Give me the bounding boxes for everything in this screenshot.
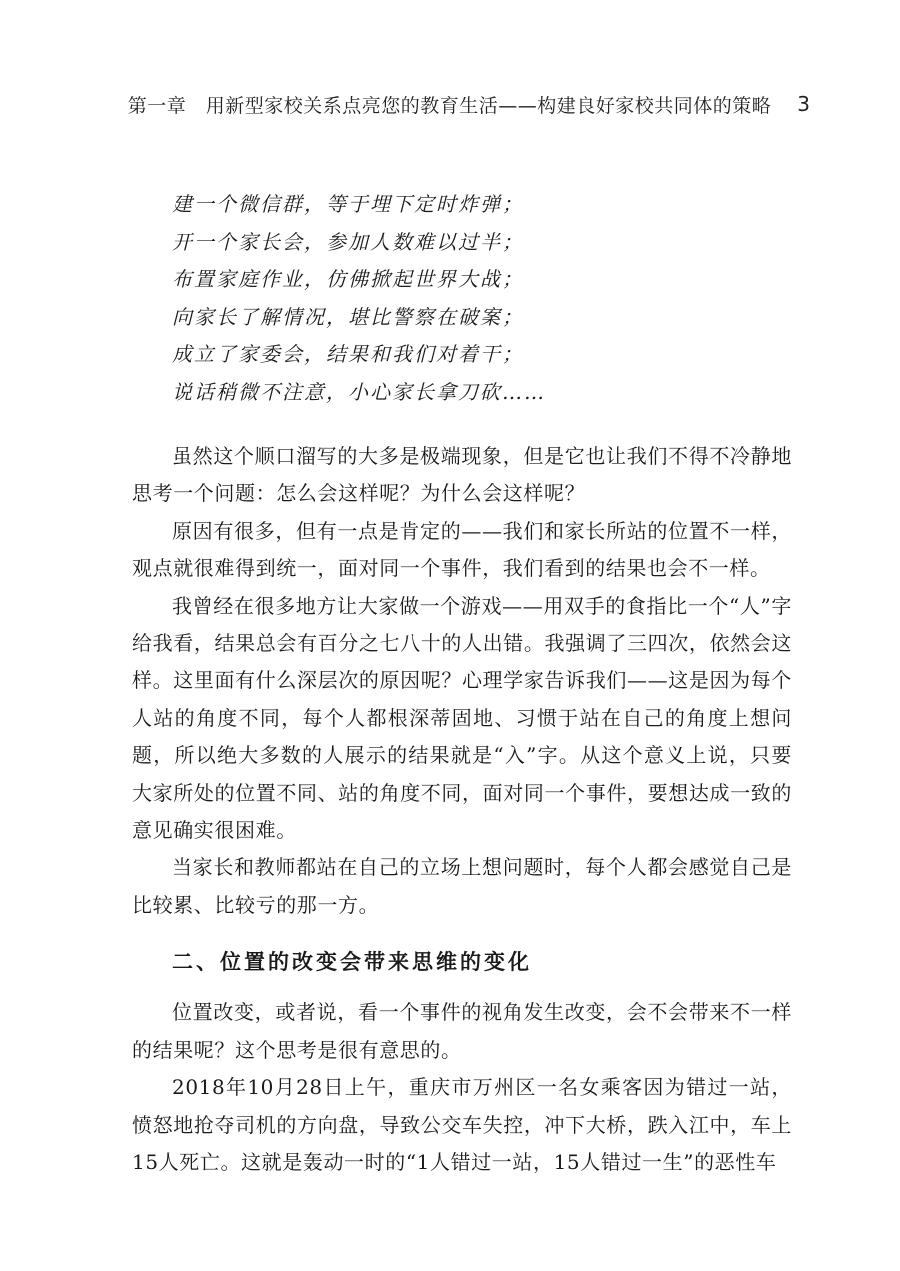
page-number: 3 bbox=[797, 92, 810, 116]
paragraph: 位置改变，或者说，看一个事件的视角发生改变，会不会带来不一样的结果呢？这个思考是很有意思的。 bbox=[132, 1000, 792, 1062]
verse-line: 开一个家长会，参加人数难以过半； bbox=[172, 229, 524, 254]
running-header bbox=[127, 88, 810, 120]
paragraph: 原因有很多，但有一点是肯定的——我们和家长所站的位置不一样，观点就很难得到统一，面对同一个事件，我们看到的结果也会不一样。 bbox=[132, 518, 792, 581]
doggerel-verse bbox=[172, 186, 792, 411]
verse-line: 向家长了解情况，堪比警察在破案； bbox=[172, 304, 524, 329]
paragraph: 虽然这个顺口溜写的大多是极端现象，但是它也让我们不得不冷静地思考一个问题：怎么会这样呢？为什么会这样呢？ bbox=[132, 444, 792, 506]
verse-line: 建一个微信群，等于埋下定时炸弹； bbox=[172, 192, 524, 216]
verse-line: 布置家庭作业，仿佛掀起世界大战； bbox=[172, 267, 524, 291]
section-heading: 二、位置的改变会带来思维的变化 bbox=[172, 950, 532, 975]
paragraph: 当家长和教师都站在自己的立场上想问题时，每个人都会感觉自己是比较累、比较亏的那一方。 bbox=[132, 855, 792, 917]
verse-line: 成立了家委会，结果和我们对着干； bbox=[172, 342, 524, 366]
verse-line: 说话稍微不注意，小心家长拿刀砍…… bbox=[172, 379, 546, 404]
body-text bbox=[132, 438, 792, 1181]
paragraph: 2018年10月28日上午，重庆市万州区一名女乘客因为错过一站，愤怒地抢夺司机的方向盘，导致公交车失控，冲下大桥，跌入江中，车上15人死亡。这就是轰动一时的“1人错过一站，15人错过一生”的恶性车 bbox=[132, 1075, 792, 1174]
chapter-title: 第一章 用新型家校关系点亮您的教育生活——构建良好家校共同体的策略 bbox=[127, 94, 772, 117]
paragraph: 我曾经在很多地方让大家做一个游戏——用双手的食指比一个“人”字给我看，结果总会有百分之七八十的人出错。我强调了三四次，依然会这样。这里面有什么深层次的原因呢？心理学家告诉我们——这是因为每个人站的角度不同，每个人都根深蒂固地、习惯于站在自己的角度上想问题，所以绝大多数的人展示的结果就是“入”字。从这个意义上说，只要大家所处的位置不同、站的角度不同，面对同一个事件，要想达成一致的意见确实很困难。 bbox=[132, 593, 792, 843]
